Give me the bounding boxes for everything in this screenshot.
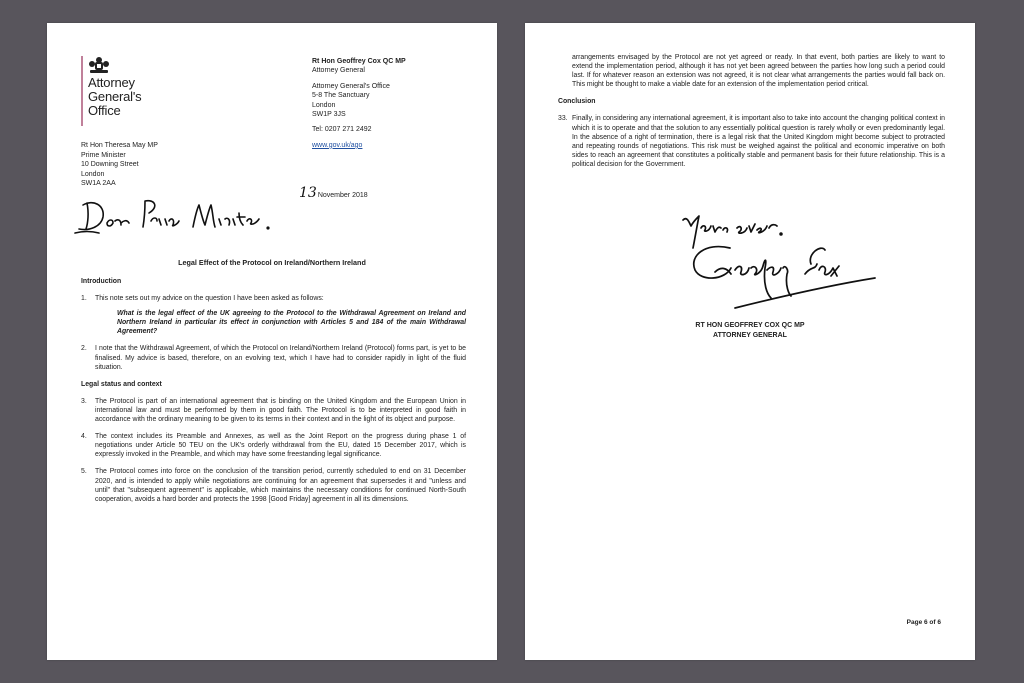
- sender-block: [312, 57, 406, 150]
- sender-role: Attorney General: [312, 67, 365, 75]
- handwritten-salutation: [73, 191, 283, 241]
- paragraph-number: 5.: [81, 468, 87, 476]
- address-line: London: [312, 101, 336, 109]
- sender-address: [312, 82, 406, 120]
- website-link[interactable]: www.gov.uk/ago: [312, 141, 363, 149]
- signatory-block: [525, 321, 975, 340]
- paragraph-1: [81, 294, 466, 303]
- recipient-line: 10 Downing Street: [81, 161, 139, 169]
- letter-body-continued: [558, 53, 945, 177]
- paragraph-number: 1.: [81, 295, 87, 303]
- recipient-line: SW1A 2AA: [81, 180, 116, 188]
- paragraph-number: 4.: [81, 433, 87, 441]
- paragraph-4: [81, 432, 466, 459]
- letter-page-1: [47, 23, 497, 660]
- signatory-title: ATTORNEY GENERAL: [713, 331, 787, 339]
- recipient-line: London: [81, 170, 105, 178]
- paragraph-text: The context includes its Preamble and Annexes, as well as the Joint Report on the progress during phase 1 of negotiations under Article 50 TEU on the UK's orderly withdrawal from the EU, dated 15 December 2017, which is expressly invoked in the Preamble, and which may have some freestanding legal significance.: [95, 433, 466, 459]
- paragraph-2: [81, 344, 466, 371]
- address-line: Attorney General's Office: [312, 82, 390, 90]
- ago-logo: [81, 56, 141, 126]
- section-heading-conclusion: Conclusion: [558, 98, 596, 106]
- letter-body: [81, 275, 466, 512]
- paragraph-number: 3.: [81, 397, 87, 405]
- letter-date: [299, 185, 368, 201]
- royal-coat-of-arms-icon: [88, 56, 110, 74]
- handwritten-day: 13: [299, 185, 317, 201]
- paragraph-number: 2.: [81, 345, 87, 353]
- question-quote: What is the legal effect of the UK agreeing to the Protocol to the Withdrawal Agreement on Ireland and Northern Ireland in particular its effect in conjunction with Articles 5 and 184 of the main Withdrawal Agreement?: [117, 310, 466, 336]
- signatory-name: RT HON GEOFFREY COX QC MP: [695, 322, 805, 329]
- address-line: SW1P 3JS: [312, 111, 346, 119]
- document-title: Legal Effect of the Protocol on Ireland/Northern Ireland: [178, 258, 366, 267]
- paragraph-33: [558, 114, 945, 169]
- page-number: Page 6 of 6: [906, 619, 941, 626]
- paragraph-text: This note sets out my advice on the question I have been asked as follows:: [95, 295, 324, 303]
- recipient-block: [81, 141, 158, 189]
- recipient-line: Prime Minister: [81, 151, 126, 159]
- paragraph-text: The Protocol is part of an international agreement that is binding on the United Kingdom and the European Union in international law and must be performed by them in good faith. The Protocol is to be interpreted in good faith in accordance with the ordinary meaning to be given to its terms in their context and in the light of its object and purpose.: [95, 397, 466, 424]
- section-heading-legal-status: Legal status and context: [81, 380, 162, 388]
- sender-tel: Tel: 0207 271 2492: [312, 126, 372, 134]
- paragraph-5: [81, 467, 466, 503]
- paragraph-number: 33.: [558, 115, 568, 123]
- logo-text: Attorney General's Office: [88, 75, 142, 118]
- recipient-line: Rt Hon Theresa May MP: [81, 142, 158, 149]
- section-heading-introduction: Introduction: [81, 278, 122, 285]
- paragraph-text: Finally, in considering any international agreement, it is important also to take into account the changing political context in which it is to operate and that the solution to any essentially political question is rarely wholly or even predominantly legal. In the absence of a right of termination, there is a legal risk that the United Kingdom might become subject to protracted and repeating rounds of negotiations. This risk must be weighed against the political and economic imperative on both sides to reach an agreement that constitutes a politically stable and permanent basis for their future relationship. This is a political decision for the Government.: [572, 115, 945, 168]
- paragraph-text: The Protocol comes into force on the conclusion of the transition period, currently scheduled to end on 31 December 2020, and is intended to apply while negotiations are continuing for an agreement that supersedes it and "unless and until" that "subsequent agreement" is applicable, which maintains the necessary conditions for continued North-South cooperation, avoids a hard border and protects the 1998 [Good Friday] agreement in all its dimensions.: [95, 468, 466, 503]
- paragraph-3: [81, 397, 466, 424]
- sender-name: Rt Hon Geoffrey Cox QC MP: [312, 58, 406, 65]
- handwritten-signature: [675, 208, 885, 318]
- continuation-text: arrangements envisaged by the Protocol are not yet agreed or ready. In that event, both parties are likely to want to extend the implementation period, although it has not yet been agreed between the parties how long such a period could last. If for whatever reason an extension was not agreed, it is not clear what arrangements the parties would fall back on. This might be thought to make a viable date for an extension of the implementation period critical.: [572, 54, 945, 89]
- address-line: 5-8 The Sanctuary: [312, 92, 370, 100]
- paragraph-text: I note that the Withdrawal Agreement, of which the Protocol on Ireland/Northern Ireland (Protocol) forms part, is yet to be finalised. My advice is based, therefore, on an evolving text, which I have had to consider rapidly in light of the fluid situation.: [95, 345, 466, 371]
- date-rest: November 2018: [317, 192, 368, 199]
- letter-page-6: [525, 23, 975, 660]
